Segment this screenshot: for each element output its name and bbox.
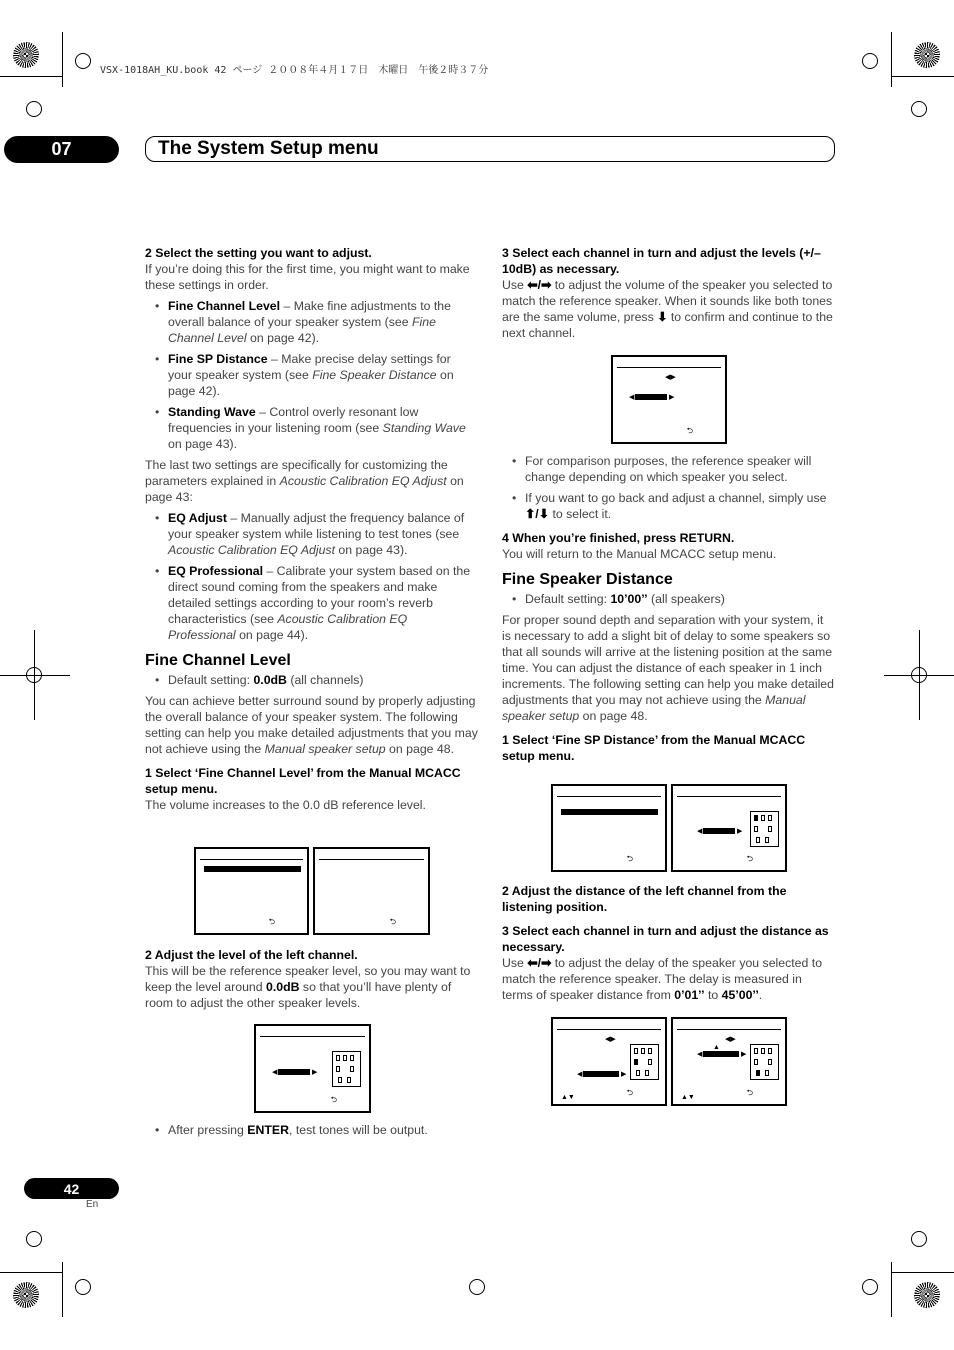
registration-disc-icon	[914, 42, 940, 68]
up-down-arrow-icon: ⬆/⬇	[525, 507, 550, 521]
registration-disc-icon	[13, 42, 39, 68]
screen-illustration: ◀▶ ◀ ▶ ⮌	[611, 355, 727, 444]
return-icon: ⮌	[626, 1088, 633, 1097]
screen-illustration: ◀▶ ▲ ◀ ▶ ▲▼ ⮌	[671, 1017, 787, 1106]
list-item: • Fine SP Distance – Make precise delay settings for your speaker system (see Fine Speaker Distance on page 42).	[145, 351, 478, 399]
step-heading: 2 Adjust the distance of the left channel from the listening position.	[502, 884, 787, 914]
return-icon: ⮌	[268, 917, 275, 926]
list-item: • Default setting: 10’00’’ (all speakers)	[502, 591, 835, 607]
step-heading: 3 Select each channel in turn and adjust the distance as necessary.	[502, 924, 829, 954]
paragraph: The last two settings are specifically for customizing the parameters explained in Acoustic Calibration EQ Adjust on page 43:	[145, 458, 464, 504]
right-column-lower	[502, 883, 835, 1008]
crosshair-icon	[75, 1279, 91, 1295]
return-icon: ⮌	[626, 854, 633, 863]
step-heading: 1 Select ‘Fine SP Distance’ from the Manual MCACC setup menu.	[502, 733, 806, 763]
paragraph: This will be the reference speaker level, so you may want to keep the level around 0.0dB so that you’ll have plenty of room to adjust the other speaker levels.	[145, 964, 471, 1010]
paragraph: The volume increases to the 0.0 dB reference level.	[145, 798, 426, 812]
paragraph: For proper sound depth and separation with your system, it is necessary to add a slight bit of delay to some speakers so that all sounds will arrive at the listening position at the same time. You can adjust the distance of each speaker in 1 inch increments. The following setting can help you make detailed adjustments that you may not achieve using the Manual speaker setup on page 48.	[502, 613, 834, 723]
screen-illustration	[194, 847, 309, 935]
section-heading: Fine Speaker Distance	[502, 571, 673, 588]
list-item: • EQ Adjust – Manually adjust the frequency balance of your speaker system while listening to test tones (see Acoustic Calibration EQ Adjust on page 43).	[145, 510, 478, 558]
step-heading: 1 Select ‘Fine Channel Level’ from the Manual MCACC setup menu.	[145, 766, 461, 796]
down-arrow-icon: ⬇	[657, 310, 668, 324]
paragraph: Use ⬅/➡ to adjust the delay of the speaker you selected to match the reference speaker. The delay is measured in terms of speaker distance from 0’01’’ to 45’00’’.	[502, 956, 823, 1002]
crosshair-icon	[862, 53, 878, 69]
speaker-layout-icon	[332, 1051, 361, 1087]
book-info-line: VSX-1018AH_KU.book 42 ページ ２００８年４月１７日 木曜日 午後２時３７分	[100, 65, 489, 76]
list-item: • Standing Wave – Control overly resonant low frequencies in your listening room (see Standing Wave on page 43).	[145, 404, 478, 452]
screen-illustration: ◀ ▶ ⮌	[671, 784, 787, 872]
crosshair-icon	[469, 1279, 485, 1295]
left-column	[145, 245, 478, 818]
return-icon: ⮌	[686, 426, 693, 435]
crosshair-icon	[911, 101, 927, 117]
return-icon: ⮌	[746, 854, 753, 863]
left-column-lower	[145, 947, 478, 1016]
return-icon: ⮌	[330, 1095, 337, 1104]
registration-disc-icon	[13, 1282, 39, 1308]
paragraph: You will return to the Manual MCACC setup menu.	[502, 547, 777, 561]
screen-illustration	[551, 784, 667, 872]
screen-illustration: ◀ ▶ ⮌	[254, 1024, 371, 1113]
right-column	[502, 245, 835, 346]
list-item: • For comparison purposes, the reference speaker will change depending on which speaker you select.	[502, 453, 835, 485]
crosshair-icon	[911, 1231, 927, 1247]
left-right-arrow-icon: ⬅/➡	[527, 278, 552, 292]
step-heading: 3 Select each channel in turn and adjust the levels (+/–10dB) as necessary.	[502, 246, 821, 276]
crosshair-icon	[26, 1231, 42, 1247]
step-heading: 2 Select the setting you want to adjust.	[145, 246, 372, 260]
return-icon: ⮌	[746, 1088, 753, 1097]
speaker-layout-icon	[750, 1044, 779, 1080]
list-item: • Fine Channel Level – Make fine adjustments to the overall balance of your speaker system (see Fine Channel Level on page 42).	[145, 298, 478, 346]
chapter-title: The System Setup menu	[158, 138, 379, 159]
list-item: • Default setting: 0.0dB (all channels)	[145, 672, 478, 688]
step-heading: 4 When you’re finished, press RETURN.	[502, 531, 735, 545]
section-heading: Fine Channel Level	[145, 652, 291, 669]
paragraph: Use ⬅/➡ to adjust the volume of the speaker you selected to match the reference speaker. When it sounds like both tones are the same volume, press ⬇ to confirm and continue to the next channel.	[502, 278, 833, 340]
crosshair-icon	[26, 101, 42, 117]
screen-illustration: ◀▶ ◀ ▶ ▲▼ ⮌	[551, 1017, 667, 1106]
speaker-layout-icon	[750, 811, 779, 847]
screen-illustration	[313, 847, 430, 935]
page-number-badge: 42	[24, 1178, 119, 1199]
speaker-layout-icon	[630, 1044, 659, 1080]
paragraph: You can achieve better surround sound by properly adjusting the overall balance of your speaker system. The following setting can help you make detailed adjustments that you may not achieve using the Manual speaker setup on page 48.	[145, 694, 478, 756]
crosshair-icon	[75, 53, 91, 69]
return-icon: ⮌	[389, 917, 396, 926]
paragraph: If you’re doing this for the first time, you might want to make these settings in order.	[145, 262, 470, 292]
step-heading: 2 Adjust the level of the left channel.	[145, 948, 358, 962]
list-item: • After pressing ENTER, test tones will be output.	[145, 1122, 478, 1138]
chapter-number-badge: 07	[4, 136, 119, 163]
list-item: • EQ Professional – Calibrate your system based on the direct sound coming from the speakers and make detailed settings according to your room’s reverb characteristics (see Acoustic Calibration EQ Professional on page 44).	[145, 563, 478, 643]
list-item: • If you want to go back and adjust a channel, simply use ⬆/⬇ to select it.	[502, 490, 835, 522]
crosshair-icon	[862, 1279, 878, 1295]
left-right-arrow-icon: ⬅/➡	[527, 956, 552, 970]
registration-disc-icon	[914, 1282, 940, 1308]
language-label: En	[86, 1199, 99, 1210]
right-column-mid	[502, 453, 835, 764]
